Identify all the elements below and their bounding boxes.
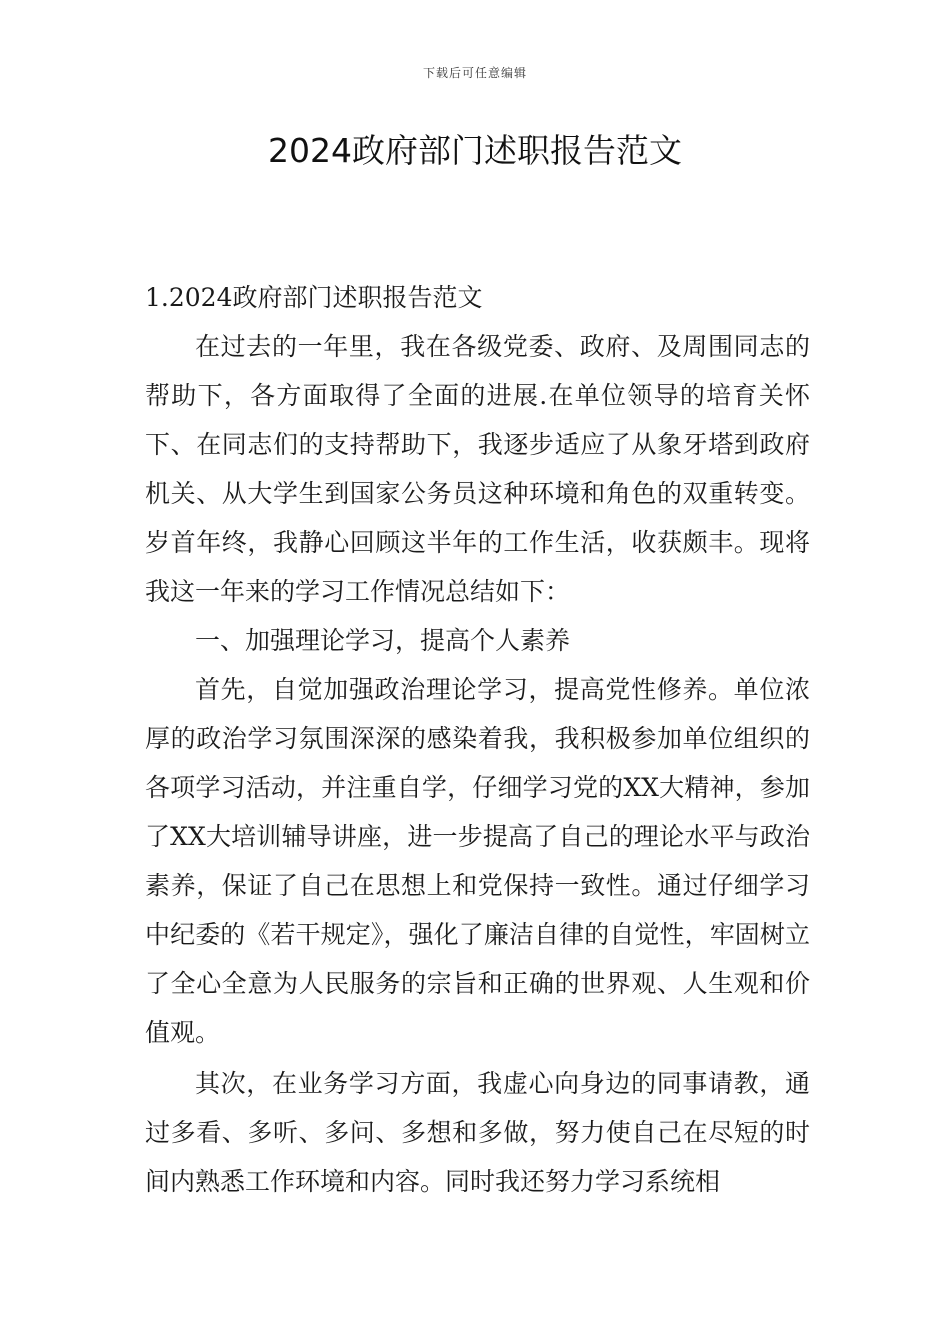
document-body	[145, 273, 810, 1206]
document-title: 2024政府部门述职报告范文	[268, 131, 682, 170]
paragraph-business-study: 其次，在业务学习方面，我虚心向身边的同事请教，通过多看、多听、多问、多想和多做，努力使自己在尽短的时间内熟悉工作环境和内容。同时我还努力学习系统相	[145, 1069, 810, 1196]
page-header-note: 下载后可任意编辑	[422, 66, 527, 80]
paragraph-political-study: 首先，自觉加强政治理论学习，提高党性修养。单位浓厚的政治学习氛围深深的感染着我，我积极参加单位组织的各项学习活动，并注重自学，仔细学习党的XX大精神，参加了XX大培训辅导讲座，进一步提高了自己的理论水平与政治素养，保证了自己在思想上和党保持一致性。通过仔细学习中纪委的《若干规定》，强化了廉洁自律的自觉性，牢固树立了全心全意为人民服务的宗旨和正确的世界观、人生观和价值观。	[145, 675, 810, 1047]
section-heading: 1.2024政府部门述职报告范文	[145, 283, 483, 312]
paragraph-intro: 在过去的一年里，我在各级党委、政府、及周围同志的帮助下，各方面取得了全面的进展.在单位领导的培育关怀下、在同志们的支持帮助下，我逐步适应了从象牙塔到政府机关、从大学生到国家公务员这种环境和角色的双重转变。岁首年终，我静心回顾这半年的工作生活，收获颇丰。现将我这一年来的学习工作情况总结如下：	[145, 332, 810, 606]
subheading-theory-study: 一、加强理论学习，提高个人素养	[195, 626, 571, 655]
